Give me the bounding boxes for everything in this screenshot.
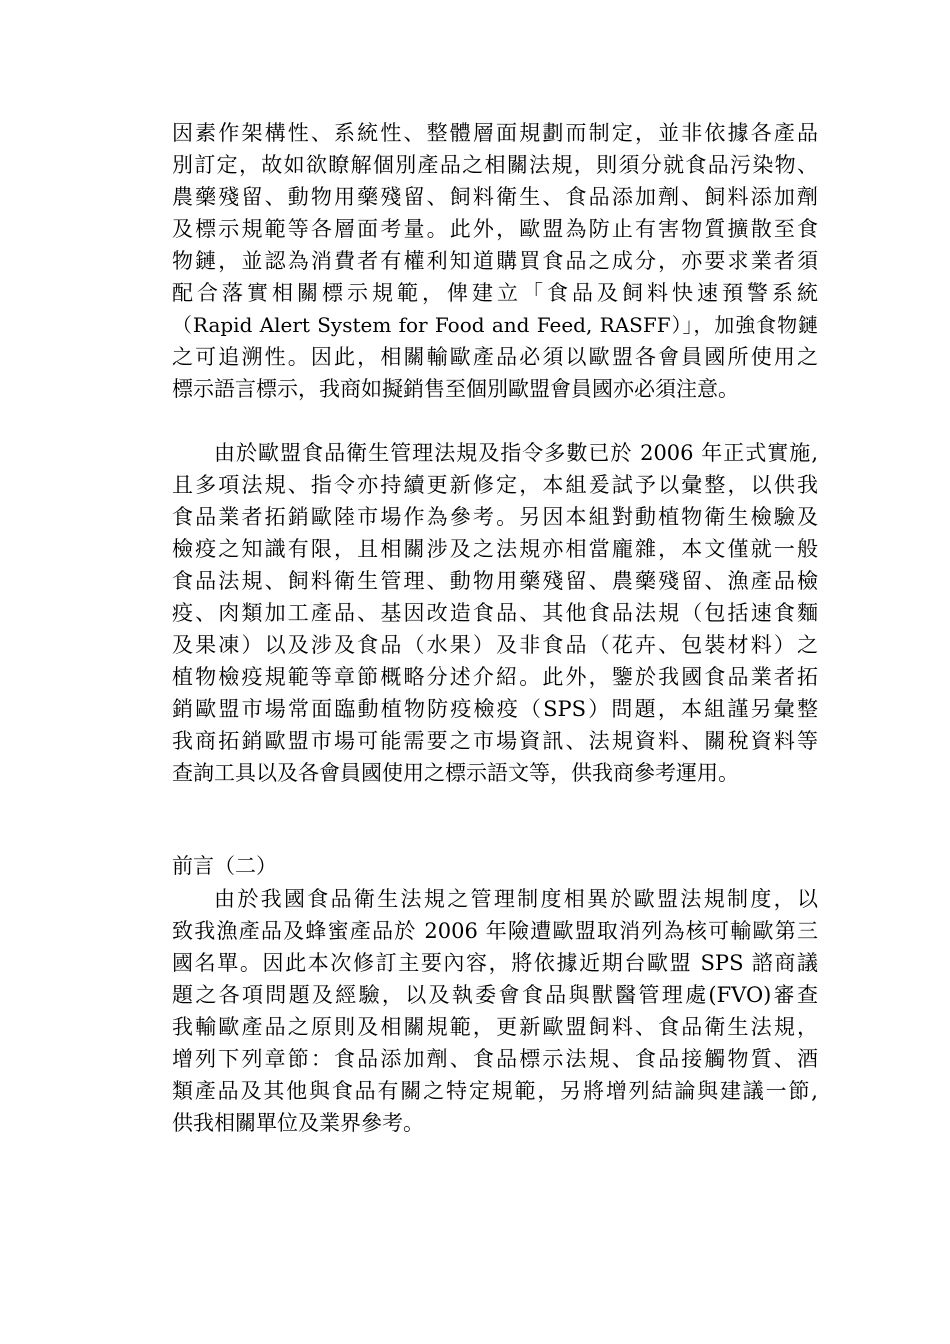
paragraph-line: 查詢工具以及各會員國使用之標示語文等，供我商參考運用。 [172, 761, 739, 785]
paragraph-line: 題之各項問題及經驗，以及執委會食品與獸醫管理處(FVO)審查 [172, 983, 818, 1007]
paragraph-line: 致我漁產品及蜂蜜產品於 2006 年險遭歐盟取消列為核可輸歐第三 [172, 919, 818, 943]
paragraph-line: 疫、肉類加工產品、基因改造食品、其他食品法規（包括速食麵 [172, 601, 818, 625]
paragraph-line: 我商拓銷歐盟市場可能需要之市場資訊、法規資料、關稅資料等 [172, 729, 818, 753]
paragraph-line: 由於我國食品衛生法規之管理制度相異於歐盟法規制度，以 [214, 887, 818, 911]
paragraph-line: 物鏈，並認為消費者有權利知道購買食品之成分，亦要求業者須 [172, 249, 818, 273]
paragraph-line: 增列下列章節：食品添加劑、食品標示法規、食品接觸物質、酒 [172, 1047, 818, 1071]
paragraph-line: 農藥殘留、動物用藥殘留、飼料衛生、食品添加劑、飼料添加劑 [172, 185, 818, 209]
paragraph-line: 之可追溯性。因此，相關輸歐產品必須以歐盟各會員國所使用之 [172, 345, 818, 369]
paragraph-line: （Rapid Alert System for Food and Feed, RASFF）」，加強食物鏈 [172, 313, 818, 337]
paragraph-line: 銷歐盟市場常面臨動植物防疫檢疫（SPS）問題，本組謹另彙整 [172, 697, 818, 721]
section-heading: 前言（二） [172, 854, 277, 878]
paragraph-line: 國名單。因此本次修訂主要內容，將依據近期台歐盟 SPS 諮商議 [172, 951, 818, 975]
paragraph-line: 因素作架構性、系統性、整體層面規劃而制定，並非依據各產品 [172, 121, 818, 145]
paragraph-line: 標示語言標示，我商如擬銷售至個別歐盟會員國亦必須注意。 [172, 377, 739, 401]
paragraph-line: 且多項法規、指令亦持續更新修定，本組爰試予以彙整，以供我 [172, 473, 818, 497]
paragraph-line: 及標示規範等各層面考量。此外，歐盟為防止有害物質擴散至食 [172, 217, 818, 241]
paragraph-line: 食品業者拓銷歐陸市場作為參考。另因本組對動植物衛生檢驗及 [172, 505, 818, 529]
paragraph-line: 及果凍）以及涉及食品（水果）及非食品（花卉、包裝材料）之 [172, 633, 818, 657]
paragraph-line: 別訂定，故如欲瞭解個別產品之相關法規，則須分就食品污染物、 [172, 153, 818, 177]
paragraph-line: 配合落實相關標示規範，俾建立「食品及飼料快速預警系統 [172, 281, 818, 305]
paragraph-line: 食品法規、飼料衛生管理、動物用藥殘留、農藥殘留、漁產品檢 [172, 569, 818, 593]
paragraph-line: 植物檢疫規範等章節概略分述介紹。此外，鑒於我國食品業者拓 [172, 665, 818, 689]
paragraph-line: 類產品及其他與食品有關之特定規範，另將增列結論與建議一節, [172, 1079, 818, 1103]
paragraph-line: 供我相關單位及業界參考。 [172, 1111, 424, 1135]
paragraph-line: 檢疫之知識有限，且相關涉及之法規亦相當龐雜，本文僅就一般 [172, 537, 818, 561]
paragraph-line: 我輸歐產品之原則及相關規範，更新歐盟飼料、食品衛生法規， [172, 1015, 818, 1039]
paragraph-line: 由於歐盟食品衛生管理法規及指令多數已於 2006 年正式實施, [214, 441, 818, 465]
